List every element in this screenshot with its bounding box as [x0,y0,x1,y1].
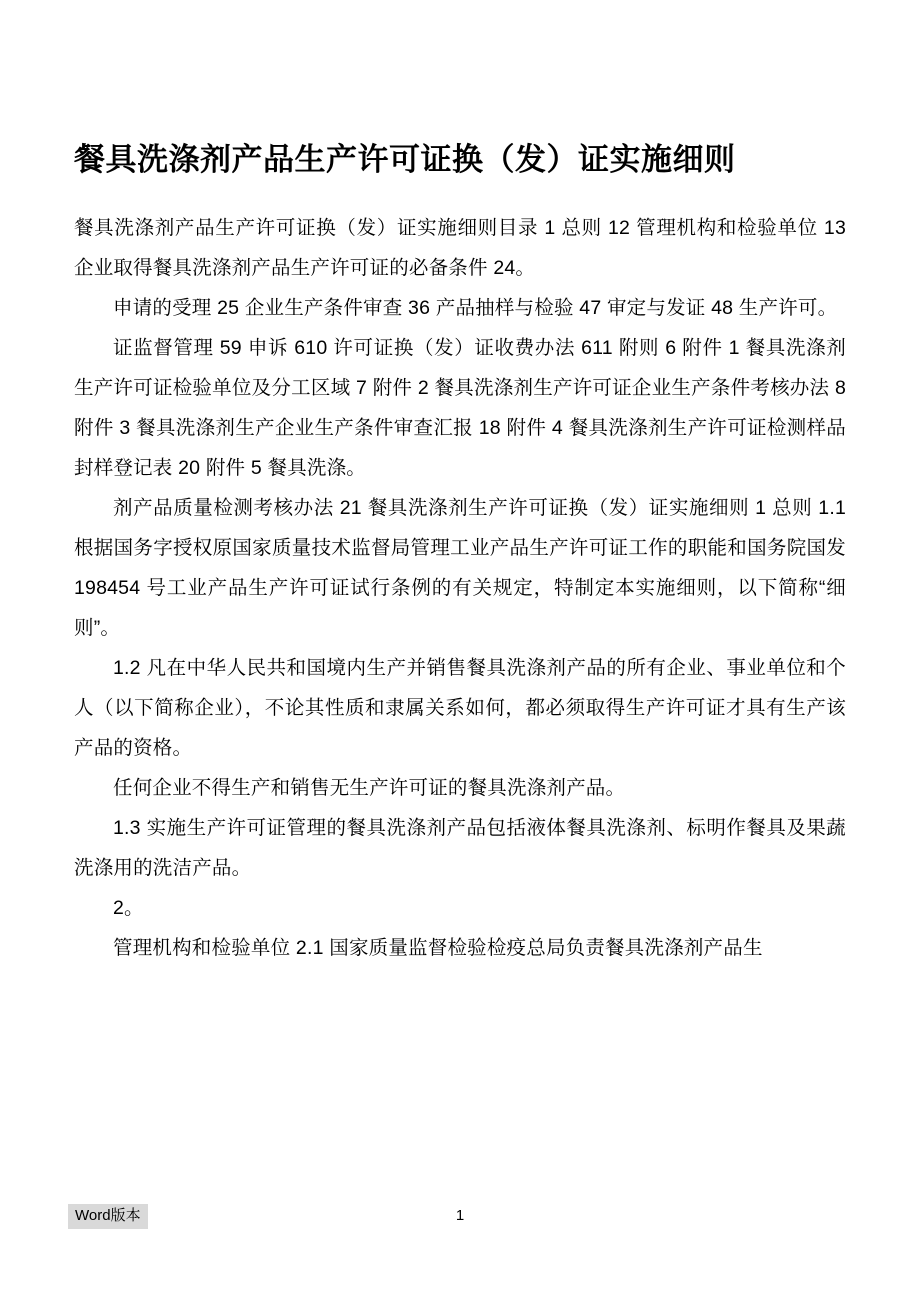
paragraph: 管理机构和检验单位 2.1 国家质量监督检验检疫总局负责餐具洗涤剂产品生 [113,937,763,959]
paragraph: 1.2 凡在中华人民共和国境内生产并销售餐具洗涤剂产品的所有企业、事业单位和个人（以下简称企业），不论其性质和隶属关系如何，都必须取得生产许可证才具有生产该产品的资格。 [74,657,846,759]
paragraph: 1.3 实施生产许可证管理的餐具洗涤剂产品包括液体餐具洗涤剂、标明作餐具及果蔬洗涤用的洗洁产品。 [74,817,846,879]
document-body [74,208,846,968]
paragraph: 2。 [113,897,144,919]
paragraph: 剂产品质量检测考核办法 21 餐具洗涤剂生产许可证换（发）证实施细则 1 总则 1.1 根据国务字授权原国家质量技术监督局管理工业产品生产许可证工作的职能和国务院国发 198454 号工业产品生产许可证试行条例的有关规定，特制定本实施细则，以下简称“细则”。 [74,497,846,639]
page-footer [0,1204,920,1228]
paragraph: 证监督管理 59 申诉 610 许可证换（发）证收费办法 611 附则 6 附件 1 餐具洗涤剂生产许可证检验单位及分工区域 7 附件 2 餐具洗涤剂生产许可证企业生产条件考核办法 8 附件 3 餐具洗涤剂生产企业生产条件审查汇报 18 附件 4 餐具洗涤剂生产许可证检测样品封样登记表 20 附件 5 餐具洗涤。 [74,337,846,479]
paragraph: 餐具洗涤剂产品生产许可证换（发）证实施细则目录 1 总则 12 管理机构和检验单位 13 企业取得餐具洗涤剂产品生产许可证的必备条件 24。 [74,217,846,279]
page-title: 餐具洗涤剂产品生产许可证换（发）证实施细则 [74,142,736,177]
paragraph: 任何企业不得生产和销售无生产许可证的餐具洗涤剂产品。 [113,777,626,799]
footer-page-number: 1 [455,1207,465,1224]
footer-watermark-tag: Word版本 [68,1204,148,1229]
paragraph: 申请的受理 25 企业生产条件审查 36 产品抽样与检验 47 审定与发证 48 生产许可。 [113,297,838,319]
